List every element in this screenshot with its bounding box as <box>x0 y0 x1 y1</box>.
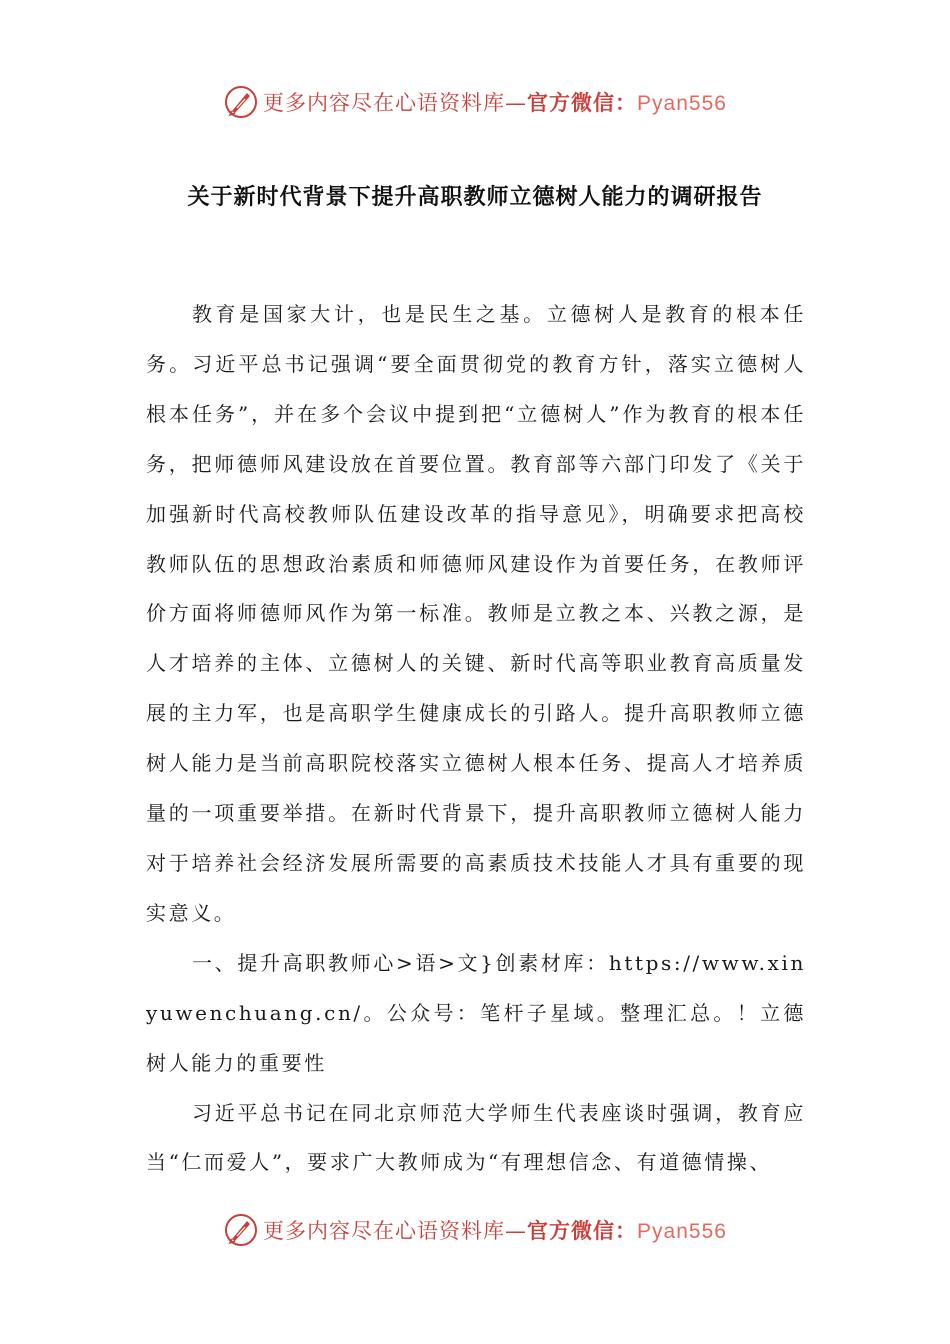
watermark-account: Pyan556 <box>637 1220 727 1243</box>
quill-logo-icon <box>223 1212 259 1248</box>
quill-logo-icon <box>223 84 259 120</box>
document-title: 关于新时代背景下提升高职教师立德树人能力的调研报告 <box>187 185 763 210</box>
footer-watermark-banner <box>0 1205 950 1255</box>
paragraph-quote: 习近平总书记在同北京师范大学师生代表座谈时强调，教育应当“仁而爱人”，要求广大教师成为“有理想信念、有道德情操、 <box>146 1100 806 1175</box>
watermark-wechat-label: 官方微信： <box>527 91 638 115</box>
watermark-main: 更多内容尽在心语资料库— <box>263 91 528 115</box>
watermark-account: Pyan556 <box>637 92 727 115</box>
watermark-main: 更多内容尽在心语资料库— <box>263 1219 528 1243</box>
header-watermark-banner <box>0 77 950 127</box>
paragraph-intro: 教育是国家大计，也是民生之基。立德树人是教育的根本任务。习近平总书记强调“要全面贯彻党的教育方针，落实立德树人根本任务”，并在多个会议中提到把“立德树人”作为教育的根本任务，把师德师风建设放在首要位置。教育部等六部门印发了《关于加强新时代高校教师队伍建设改革的指导意见》，明确要求把高校教师队伍的思想政治素质和师德师风建设作为首要任务，在教师评价方面将师德师风作为第一标准。教师是立教之本、兴教之源，是人才培养的主体、立德树人的关键、新时代高等职业教育高质量发展的主力军，也是高职学生健康成长的引路人。提升高职教师立德树人能力是当前高职院校落实立德树人根本任务、提高人才培养质量的一项重要举措。在新时代背景下，提升高职教师立德树人能力对于培养社会经济发展所需要的高素质技术技能人才具有重要的现实意义。 <box>146 302 806 925</box>
watermark-wechat-label: 官方微信： <box>527 1219 638 1243</box>
watermark-text <box>263 1215 727 1245</box>
paragraph-section-heading: 一、提升高职教师心>语>文}创素材库：https://www.xinyuwenchuang.cn/。公众号：笔杆子星域。整理汇总。！立德树人能力的重要性 <box>146 950 806 1075</box>
document-body <box>146 290 806 1188</box>
watermark-text <box>263 87 727 117</box>
